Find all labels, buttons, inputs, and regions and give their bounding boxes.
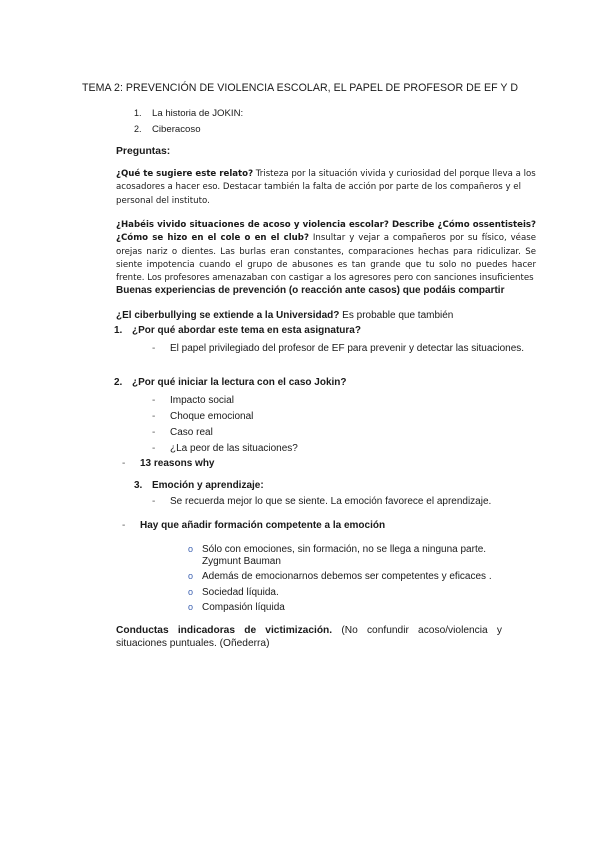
buenas-experiencias: Buenas experiencias de prevención (o reacción ante casos) que podáis compartir: [116, 285, 505, 296]
section-2-list: [152, 393, 298, 457]
formacion-list: [188, 544, 498, 614]
formacion-heading: - Hay que añadir formación competente a la emoción: [122, 520, 386, 531]
list-item: o Sólo con emociones, sin formación, no se llega a ninguna parte. Zygmunt Bauman: [188, 544, 487, 567]
reasons-item: - 13 reasons why: [122, 458, 215, 469]
page-title: TEMA 2: PREVENCIÓN DE VIOLENCIA ESCOLAR, EL PAPEL DE PROFESOR DE EF Y D: [81, 82, 519, 94]
list-item: - Choque emocional: [152, 411, 254, 422]
section-3-item: - Se recuerda mejor lo que se siente. La emoción favorece el aprendizaje.: [152, 496, 492, 507]
list-item: o Además de emocionarnos debemos ser competentes y eficaces .: [188, 571, 492, 582]
section-3-heading: 3. Emoción y aprendizaje:: [134, 480, 264, 491]
list-item: 2. Ciberacoso: [134, 124, 201, 135]
section-2-heading: 2. ¿Por qué iniciar la lectura con el caso Jokin?: [114, 377, 347, 388]
list-item: - ¿La peor de las situaciones?: [152, 443, 298, 454]
section-heading: Preguntas:: [116, 146, 171, 157]
list-item: - Impacto social: [152, 395, 234, 406]
list-item: o Sociedad líquida.: [188, 586, 279, 598]
list-item: - Caso real: [152, 427, 213, 438]
question-1: ¿Qué te sugiere este relato? Tristeza por la situación vivida y curiosidad del porque lleva a los acosadores a hacer eso. Destacar también la falta de acción por parte de los compañeros y el personal del instituto.: [116, 169, 536, 206]
question-2: ¿Habéis vivido situaciones de acoso y violencia escolar? Describe ¿Cómo ossentisteis? ¿Cómo se hizo en el cole o en el club? Insultar y vejar a compañeros por su físico, véase orejas nariz o dientes. Las burlas eran constantes, comparaciones hechas para ridiculizar. Se siente impotencia cuando el grupo de abusones es tan grande que tu solo no puedes hacer frente. Los profesores amenazaban con castigar a los agresores pero con sanciones insuficientes: [116, 220, 536, 284]
intro-list: [134, 108, 243, 140]
section-1-heading: 1. ¿Por qué abordar este tema en esta asignatura?: [114, 325, 361, 336]
conductas-paragraph: Conductas indicadoras de victimización. (No confundir acoso/violencia y situaciones puntuales. (Oñederra): [116, 625, 502, 649]
list-item: 1. La historia de JOKIN:: [134, 108, 244, 119]
ciberbullying-question: ¿El ciberbullying se extiende a la Universidad? Es probable que también: [116, 310, 454, 321]
list-item: o Compasión líquida: [188, 602, 285, 613]
section-1-item: - El papel privilegiado del profesor de EF para prevenir y detectar las situaciones.: [152, 343, 525, 354]
